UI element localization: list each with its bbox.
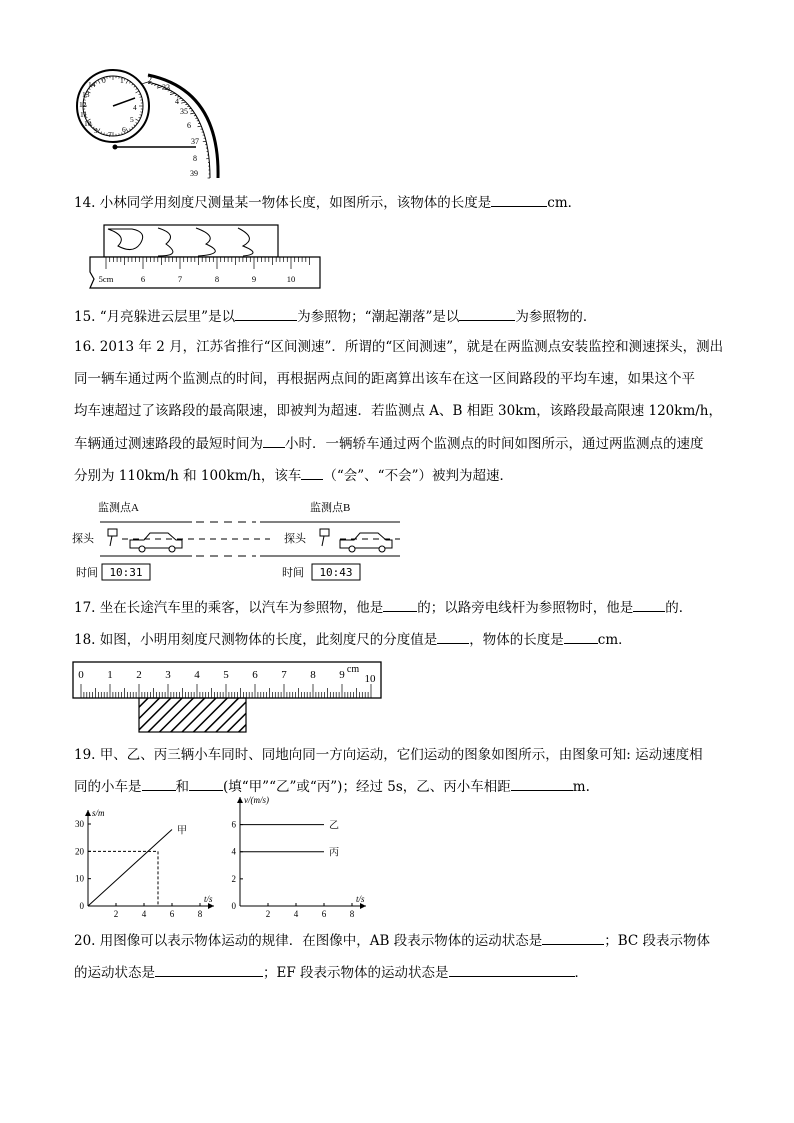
series-line	[88, 829, 172, 906]
dial-tick	[185, 104, 187, 105]
question-14	[74, 192, 581, 213]
q15-text: 为参照物的．	[515, 309, 597, 325]
question-17	[74, 597, 692, 618]
dial-label: 39	[190, 169, 198, 178]
question-18	[74, 629, 632, 650]
dial-label: 8	[193, 154, 197, 163]
q19-text: 和	[175, 779, 189, 795]
stopwatch-tick	[129, 129, 130, 131]
stopwatch-tick	[129, 82, 130, 84]
ruler-label: 10	[364, 673, 376, 685]
stopwatch-hand	[113, 98, 135, 106]
dial-label: 2	[148, 75, 152, 84]
ruler-figure-18	[72, 660, 384, 736]
q18-blank-1[interactable]	[437, 629, 469, 644]
y-arrow	[85, 810, 91, 816]
question-19-line-2	[74, 776, 590, 797]
sw-inner-label: 1	[120, 76, 124, 85]
stopwatch-tick	[134, 86, 135, 87]
q17-blank-1[interactable]	[383, 597, 417, 612]
dial-tick	[157, 85, 160, 86]
sw-inner-label: 11	[80, 110, 88, 119]
y-tick-label: 20	[75, 846, 84, 857]
question-20-line-2	[74, 962, 588, 983]
stopwatch-tick	[126, 129, 128, 132]
q20-blank-1[interactable]	[542, 930, 604, 945]
q16-text: 小时．一辆轿车通过两个监测点的时间如图所示，通过两监测点的速度	[285, 436, 704, 452]
sw-inner-label: 14	[88, 80, 96, 89]
ruler-label: 6	[252, 669, 258, 681]
ruler-label: 8	[214, 274, 220, 284]
q17-text: 的．	[665, 600, 693, 616]
ruler-label: 10	[286, 274, 296, 284]
dial-tick	[170, 92, 173, 93]
sw-inner-label: 7	[108, 130, 112, 139]
question-16-line-1: 16. 2013 年 2 月，江苏省推行“区间测速”．所谓的“区间测速”，就是在两监测点安装监控和测速探头，测出	[74, 339, 724, 355]
road-figure	[70, 498, 410, 586]
dial-label: 33	[162, 83, 170, 92]
probe-label-b: 探头	[284, 533, 306, 545]
x-tick-label: 4	[293, 909, 299, 919]
ruler-label: 9	[339, 669, 345, 681]
y-tick-label: 2	[231, 873, 236, 884]
ruler-label: 7	[281, 669, 287, 681]
car-icon	[130, 533, 182, 552]
q17-blank-2[interactable]	[633, 597, 665, 612]
series-label: 丙	[329, 847, 339, 859]
q15-text: 为参照物；“潮起潮落”是以	[297, 309, 460, 325]
stopwatch-figure	[70, 70, 230, 180]
q17-text: 的；以路旁电线杆为参照物时，他是	[417, 600, 634, 616]
time-label-a: 时间	[76, 567, 98, 579]
q14-blank[interactable]	[491, 192, 547, 207]
q19-text: m.	[572, 779, 590, 795]
monitor-point-a: 监测点A	[98, 502, 139, 514]
q20-text: ．	[574, 965, 589, 981]
q20-text: 20. 用图像可以表示物体运动的规律．在图像中，AB 段表示物体的运动状态是	[74, 933, 543, 949]
q20-text: ；BC 段表示物体	[604, 933, 711, 949]
q16-blank-2[interactable]	[301, 465, 323, 480]
dial-tick	[181, 100, 183, 101]
q16-text: 车辆通过测速路段的最短时间为	[74, 436, 263, 452]
x-tick-label: 8	[197, 909, 203, 919]
q14-text: 14. 小林同学用刻度尺测量某一物体长度，如图所示，该物体的长度是	[74, 195, 492, 211]
sw-inner-label: 9	[94, 126, 98, 135]
camera-icon	[108, 529, 117, 546]
question-20-line-1	[74, 930, 710, 951]
dial-tick	[198, 126, 202, 127]
q16-text: 分别为 110km/h 和 100km/h，该车	[74, 468, 302, 484]
sw-inner-label: 4	[133, 103, 137, 112]
sw-inner-label: 6	[122, 125, 126, 134]
y-tick-label: 30	[75, 819, 84, 829]
question-19-line-1: 19. 甲、乙、丙三辆小车同时、同地向同一方向运动，它们运动的图象如图所示，由图象可知: 运动速度相	[74, 747, 703, 763]
time-label-b: 时间	[282, 567, 304, 579]
time-a-value: 10:31	[109, 566, 143, 579]
dial-tick	[170, 93, 175, 94]
q16-blank-1[interactable]	[263, 433, 285, 448]
vt-chart	[216, 795, 386, 921]
q16-text: （“会”、“不会”）被判为超速．	[323, 468, 513, 484]
question-16-line-3: 均车速超过了该路段的最高限速，即被判为超速．若监测点 A、B 相距 30km，该路段最高限速 120km/h，	[74, 403, 722, 419]
dial-label: 35	[180, 107, 188, 116]
y-tick-label: 0	[231, 901, 236, 911]
y-axis-label: v/(m/s)	[244, 795, 269, 805]
x-axis-label: t/s	[356, 894, 365, 904]
stopwatch-tick	[132, 84, 133, 85]
q15-text: 15. “月亮躲进云层里”是以	[74, 309, 236, 325]
ruler-label: 0	[78, 669, 84, 681]
ruler-label: 5cm	[98, 274, 114, 284]
q18-text: 18. 如图，小明用刻度尺测物体的长度，此刻度尺的分度值是	[74, 632, 438, 648]
y-tick-label: 10	[75, 873, 84, 884]
dial-label: 4	[175, 97, 179, 106]
q20-blank-2[interactable]	[155, 962, 263, 977]
q19-text: 同的小车是	[74, 779, 142, 795]
y-tick-label: 0	[79, 901, 84, 911]
question-16-line-5	[74, 465, 513, 486]
measured-object	[104, 225, 278, 257]
q14-unit: cm．	[547, 195, 582, 211]
ruler-unit: cm	[346, 664, 360, 675]
q19-blank-1[interactable]	[142, 776, 176, 791]
stopwatch-tick	[136, 122, 138, 123]
series-label: 乙	[329, 820, 339, 832]
ruler-label: 5	[223, 669, 229, 681]
ruler-label: 9	[251, 274, 257, 284]
stopwatch-tick	[132, 127, 133, 128]
st-chart	[64, 806, 224, 921]
q18-text: cm．	[597, 632, 632, 648]
y-axis-label: s/m	[92, 808, 105, 818]
y-tick-label: 6	[231, 819, 236, 830]
x-tick-label: 6	[169, 909, 175, 919]
sw-inner-label: 0	[102, 76, 106, 85]
x-tick-label: 4	[141, 909, 147, 919]
q18-blank-2[interactable]	[564, 629, 598, 644]
question-16-line-4	[74, 433, 704, 454]
ruler-label: 1	[107, 669, 113, 681]
q19-text: (填“甲”“乙”或“丙”)；经过 5s，乙、丙小车相距	[223, 779, 511, 795]
x-tick-label: 2	[265, 909, 271, 919]
ruler-label: 7	[177, 274, 183, 284]
q20-text: 的运动状态是	[74, 965, 155, 981]
camera-icon	[320, 529, 329, 546]
q20-blank-3[interactable]	[449, 962, 575, 977]
q18-text: ，物体的长度是	[469, 632, 564, 648]
stopwatch-tick	[101, 132, 102, 134]
series-label: 甲	[177, 825, 187, 837]
sw-inner-label: 12	[79, 100, 87, 109]
q20-text: ；EF 段表示物体的运动状态是	[263, 965, 449, 981]
x-tick-label: 6	[321, 909, 327, 919]
sw-inner-label: 13	[82, 90, 90, 99]
stopwatch-tick	[126, 80, 128, 83]
car-icon	[340, 533, 392, 552]
measured-block	[139, 698, 246, 732]
dial-tick	[190, 113, 194, 114]
ruler-label: 2	[136, 669, 142, 681]
monitor-point-b: 监测点B	[310, 502, 351, 514]
q17-text: 17. 坐在长途汽车里的乘客，以汽车为参照物，他是	[74, 600, 384, 616]
q19-blank-3[interactable]	[511, 776, 573, 791]
sw-inner-label: 5	[130, 115, 134, 124]
stopwatch-tick	[95, 82, 96, 84]
probe-label-a: 探头	[72, 533, 94, 545]
q15-blank-2[interactable]	[459, 306, 515, 321]
q15-blank-1[interactable]	[235, 306, 297, 321]
dial-arc	[148, 75, 218, 178]
x-tick-label: 2	[113, 909, 119, 919]
ruler-label: 6	[140, 274, 146, 284]
x-tick-label: 8	[349, 909, 355, 919]
stopwatch-tick	[98, 129, 100, 132]
dial-tick	[154, 84, 157, 85]
stopwatch-tick	[136, 91, 139, 93]
ruler-label: 4	[194, 669, 200, 681]
dial-label: 37	[191, 137, 199, 146]
dial-label: 6	[187, 121, 191, 130]
stopwatch-tick	[139, 117, 141, 118]
time-b-value: 10:43	[319, 566, 353, 579]
question-15	[74, 306, 596, 327]
stopwatch-tick	[136, 119, 139, 121]
y-tick-label: 4	[231, 846, 236, 857]
ruler-label: 3	[165, 669, 171, 681]
stopwatch-tick	[136, 88, 138, 89]
ruler-figure-14	[88, 224, 324, 290]
dial-needle-pivot	[113, 145, 118, 150]
stopwatch-tick	[124, 79, 125, 81]
dial-tick	[179, 98, 181, 99]
q19-blank-2[interactable]	[189, 776, 223, 791]
stopwatch-tick	[139, 94, 141, 95]
ruler-label: 8	[310, 669, 316, 681]
dial-tick	[175, 95, 178, 96]
sw-inner-label: 10	[84, 119, 92, 128]
stopwatch-tick	[134, 125, 135, 126]
y-arrow	[237, 797, 243, 803]
x-axis-label: t/s	[204, 894, 213, 904]
dial-tick	[181, 102, 186, 103]
question-16-line-2: 同一辆车通过两个监测点的时间，再根据两点间的距离算出该车在这一区间路段的平均车速，如果这个平	[74, 371, 695, 387]
stopwatch-tick	[98, 80, 100, 83]
